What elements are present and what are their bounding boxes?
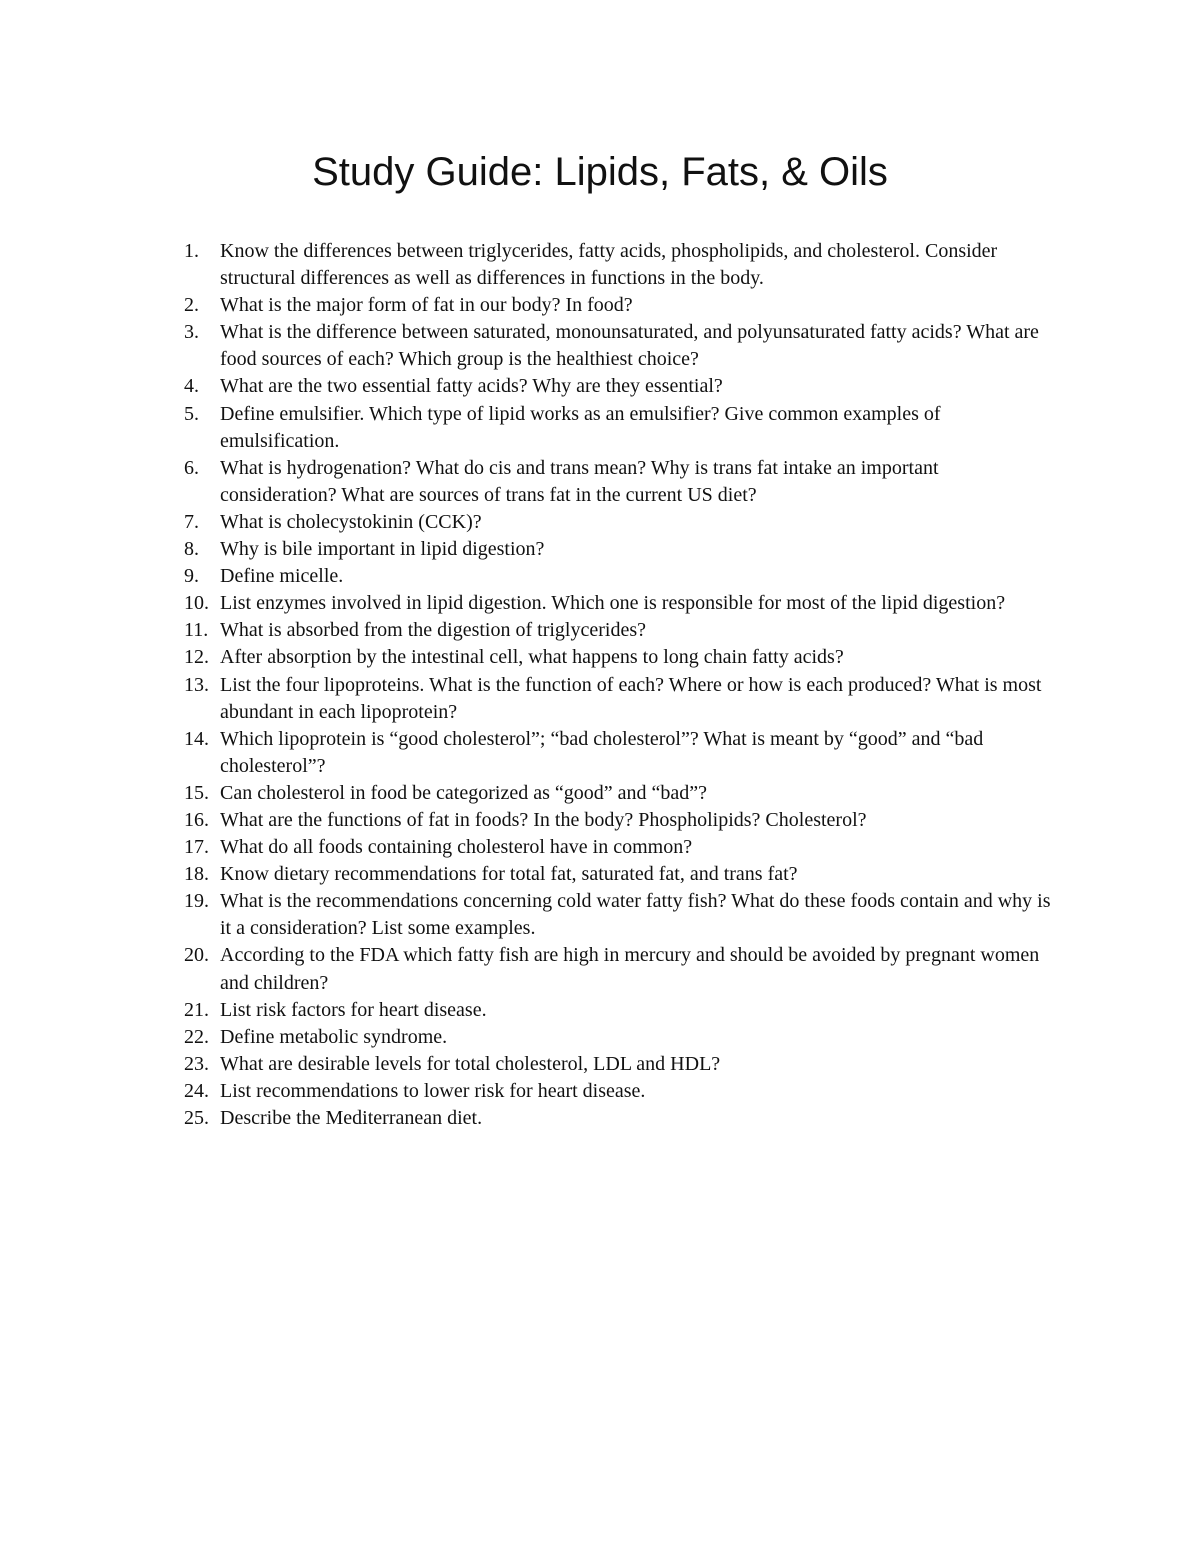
question-text: What are desirable levels for total cholesterol, LDL and HDL? [220,1052,721,1075]
question-number: 22. [184,1025,209,1048]
list-item [0,861,1060,888]
question-text: What is the major form of fat in our body? In food? [220,294,633,317]
question-number: 17. [184,836,209,859]
question-text: After absorption by the intestinal cell, what happens to long chain fatty acids? [220,646,844,669]
question-number: 14. [184,727,209,750]
question-text: List risk factors for heart disease. [220,998,487,1021]
list-item [0,590,1060,617]
question-text: List enzymes involved in lipid digestion. Which one is responsible for most of the lipid digestion? [220,592,1006,615]
list-item [0,888,1060,942]
list-item [0,942,1060,996]
question-text: What is absorbed from the digestion of triglycerides? [220,619,646,642]
list-item [0,292,1060,319]
list-item [0,672,1060,726]
list-item [0,1051,1060,1078]
question-text: Why is bile important in lipid digestion? [220,538,545,561]
question-number: 9. [184,565,199,588]
question-text: Know dietary recommendations for total fat, saturated fat, and trans fat? [220,863,798,886]
list-item [0,997,1060,1024]
question-list [0,238,1200,1132]
question-text: Know the differences between triglycerides, fatty acids, phospholipids, and cholesterol. Consider structural differences as well as differences in functions in the body. [220,240,998,290]
list-item [0,455,1060,509]
list-item [0,1078,1060,1105]
question-number: 6. [184,456,199,479]
question-text: What is cholecystokinin (CCK)? [220,510,482,533]
list-item [0,373,1060,400]
question-number: 15. [184,781,209,804]
question-number: 2. [184,294,199,317]
question-number: 3. [184,321,199,344]
question-number: 8. [184,538,199,561]
list-item [0,401,1060,455]
list-item [0,780,1060,807]
question-text: List recommendations to lower risk for heart disease. [220,1079,646,1102]
list-item [0,617,1060,644]
question-text: Define micelle. [220,565,344,588]
question-number: 25. [184,1107,209,1129]
question-text: Define emulsifier. Which type of lipid works as an emulsifier? Give common examples of emulsification. [220,402,941,452]
question-text: What are the functions of fat in foods? In the body? Phospholipids? Cholesterol? [220,808,867,831]
question-text: What is hydrogenation? What do cis and trans mean? Why is trans fat intake an important consideration? What are sources of trans fat in the current US diet? [220,456,939,506]
list-item [0,319,1060,373]
question-text: Which lipoprotein is “good cholesterol”; “bad cholesterol”? What is meant by “good” and “bad cholesterol”? [220,727,984,777]
list-item [0,1105,1060,1132]
question-number: 13. [184,673,209,696]
question-number: 1. [184,240,199,262]
question-text: What is the recommendations concerning cold water fatty fish? What do these foods contain and why is it a consideration? List some examples. [220,890,1051,940]
list-item [0,834,1060,861]
question-number: 18. [184,863,209,886]
question-number: 24. [184,1079,209,1102]
question-text: According to the FDA which fatty fish are high in mercury and should be avoided by pregnant women and children? [220,944,1040,994]
list-item [0,238,1060,292]
question-text: What is the difference between saturated, monounsaturated, and polyunsaturated fatty acids? What are food sources of each? Which group is the healthiest choice? [220,321,1039,371]
question-text: Describe the Mediterranean diet. [220,1107,483,1129]
question-text: Define metabolic syndrome. [220,1025,448,1048]
question-text: Can cholesterol in food be categorized as “good” and “bad”? [220,781,708,804]
list-item [0,509,1060,536]
question-number: 21. [184,998,209,1021]
list-item [0,1024,1060,1051]
question-number: 5. [184,402,199,425]
list-item [0,563,1060,590]
question-number: 7. [184,510,199,533]
question-number: 20. [184,944,209,967]
question-number: 16. [184,808,209,831]
question-text: List the four lipoproteins. What is the function of each? Where or how is each produced? What is most abundant in each lipoprotein? [220,673,1042,723]
page-title: Study Guide: Lipids, Fats, & Oils [312,150,888,194]
question-number: 4. [184,375,199,398]
question-number: 10. [184,592,209,615]
list-item [0,807,1060,834]
list-item [0,726,1060,780]
list-item [0,536,1060,563]
question-text: What are the two essential fatty acids? Why are they essential? [220,375,723,398]
question-number: 23. [184,1052,209,1075]
question-number: 11. [184,619,209,642]
list-item [0,644,1060,671]
question-number: 19. [184,890,209,913]
question-number: 12. [184,646,209,669]
question-text: What do all foods containing cholesterol have in common? [220,836,693,859]
